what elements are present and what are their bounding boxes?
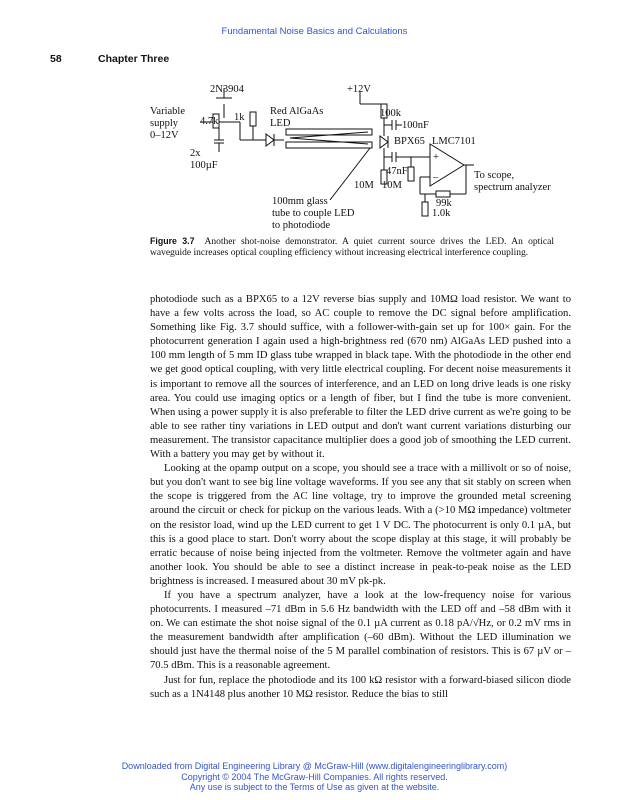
- label-variable-supply-3: 0–12V: [150, 130, 179, 141]
- label-r2: 1k: [234, 112, 245, 123]
- footer-copyright: Copyright © 2004 The McGraw-Hill Companies. All rights reserved.: [181, 771, 448, 782]
- label-output-1: To scope,: [474, 170, 515, 181]
- figure-caption: [150, 236, 554, 259]
- label-r-10m-b: 10M: [382, 180, 402, 191]
- body-text: [150, 293, 571, 702]
- label-output-2: spectrum analyzer: [474, 182, 551, 193]
- label-minus: –: [433, 172, 439, 183]
- label-variable-supply-2: supply: [150, 118, 179, 129]
- circuit-schematic: [140, 82, 560, 234]
- label-led-2: LED: [270, 118, 291, 129]
- figure-label: Figure 3.7: [150, 236, 195, 246]
- paragraph: Just for fun, replace the photodiode and its 100 kΩ resistor with a forward-biased silicon diode such as a 1N4148 plus another 10 MΩ resistor. Reduce the bias to still: [150, 674, 571, 700]
- label-plus: +: [433, 152, 439, 163]
- label-c-47nf: 47nF: [386, 166, 408, 177]
- label-transistor: 2N3904: [210, 84, 244, 95]
- label-c-100nf: 100nF: [402, 120, 429, 131]
- label-photodiode: BPX65: [394, 136, 425, 147]
- label-r-1k0: 1.0k: [432, 208, 451, 219]
- footer: [0, 761, 629, 793]
- label-r-10m-a: 10M: [354, 180, 374, 191]
- label-supply-12v: +12V: [347, 84, 372, 95]
- label-cap-mult: 2x: [190, 148, 201, 159]
- label-tube-1: 100mm glass: [272, 196, 328, 207]
- label-cap-val: 100µF: [190, 160, 218, 171]
- paragraph: photodiode such as a BPX65 to a 12V reverse bias supply and 10MΩ load resistor. We want to have a few volts across the load, so AC couple to remove the DC signal before amplification. Something like Fig. 3.7 should suffice, with a follower-with-gain set up for 100× gain. For the photocurrent generation I again used a high-brightness red (670 nm) AlGaAs LED pushed into a 100 mm length of 5 mm ID glass tube wrapped in black tape. With the photodiode in the other end we get good optical coupling, with very little electrical coupling. For decent noise measurements it is important to remove all the sources of interference, and an LED on long drive leads is one risky area. You could use imaging optics or a length of fiber, but I find the tube is more convenient. When using a power supply it is also preferable to filter the LED drive current as we're going to be able to see rather tiny variations in LED output and don't want current variations disturbing our measurement. The transistor capacitance multiplier does a good job of smoothing the LED current. With a battery you may get by without it.: [150, 294, 571, 461]
- figure-caption-text: Another shot-noise demonstrator. A quiet current source drives the LED. An optical waveguide increases optical coupling efficiency without increasing electrical interference coupling.: [150, 237, 554, 259]
- page-number: 58: [50, 53, 62, 65]
- paragraph: If you have a spectrum analyzer, have a look at the low-frequency noise for various photocurrents. I measured –71 dBm in 5.6 Hz bandwidth with the LED off and –58 dBm with it on. We can estimate the shot noise signal of the 0.1 µA current as 0.18 pA/√Hz, or 0.2 mV rms in the measurement bandwidth after amplification (–60 dBm). Without the LED illumination we should just have the thermal noise of the 5 M parallel combination of resistors. This is 67 µV or –70.5 dBm. This is a reasonable agreement.: [150, 589, 571, 672]
- label-r-99k: 99k: [436, 198, 452, 209]
- label-tube-3: to photodiode: [272, 220, 331, 231]
- label-variable-supply-1: Variable: [150, 106, 185, 117]
- footer-terms: Any use is subject to the Terms of Use as given at the website.: [189, 782, 440, 793]
- footer-download-link[interactable]: Downloaded from Digital Engineering Library @ McGraw-Hill (www.digitalengineeringlibrary.com): [121, 761, 508, 771]
- label-opamp: LMC7101: [432, 136, 476, 147]
- running-header: Fundamental Noise Basics and Calculations: [221, 26, 408, 37]
- label-r-100k: 100k: [380, 108, 401, 119]
- label-tube-2: tube to couple LED: [272, 208, 355, 219]
- label-r1: 4.7k: [200, 116, 219, 127]
- paragraph: Looking at the opamp output on a scope, you should see a trace with a millivolt or so of noise, but you don't want to see big line voltage waveforms. If you see any that sit stably on screen when the scope is triggered from the AC line voltage, try to improve the grounded metal screening around the circuit or check for pickup on the various leads. With a (>10 MΩ impedance) voltmeter on the resistor load, wind up the LED current to get 1 V DC. The photocurrent is only 0.1 µA, but this is a good place to start. Don't worry about the scope display at this stage, it will probably be erratic because of noise being injected from the voltmeter. Remove the voltmeter again and have another look. You should be able to see a distinct increase in peak-to-peak noise as the LED brightness is increased. I measured about 30 mV pk-pk.: [150, 463, 571, 587]
- chapter-title: Chapter Three: [98, 53, 170, 65]
- label-led-1: Red AlGaAs: [270, 106, 324, 117]
